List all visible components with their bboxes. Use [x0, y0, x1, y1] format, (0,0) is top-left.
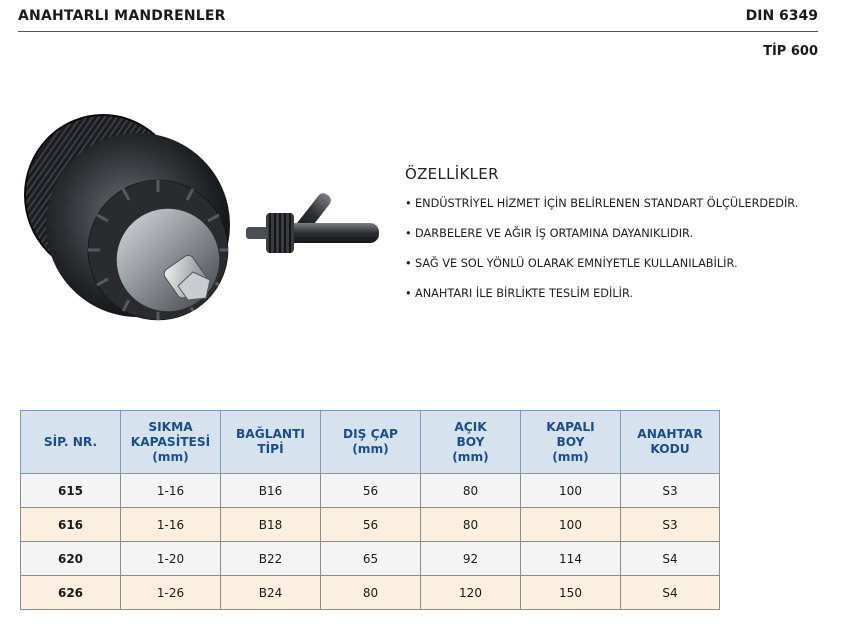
cell-open-length: 120	[421, 576, 521, 610]
bullet: •	[405, 197, 412, 210]
table-row	[21, 542, 720, 576]
cell-key-code: S4	[621, 542, 720, 576]
cell-connection: B22	[221, 542, 321, 576]
bullet: •	[405, 287, 412, 300]
table-row	[21, 508, 720, 542]
cell-order-number: 616	[21, 508, 121, 542]
cell-order-number: 615	[21, 474, 121, 508]
cell-capacity: 1-20	[121, 542, 221, 576]
header-divider	[18, 31, 818, 32]
table-row	[21, 576, 720, 610]
bullet: •	[405, 257, 412, 270]
cell-connection: B16	[221, 474, 321, 508]
col-open-length: AÇIK BOY (mm)	[421, 411, 521, 474]
cell-diameter: 65	[321, 542, 421, 576]
cell-open-length: 80	[421, 474, 521, 508]
feature-item: • ANAHTARI İLE BİRLİKTE TESLİM EDİLİR.	[405, 287, 633, 300]
cell-connection: B24	[221, 576, 321, 610]
cell-closed-length: 150	[521, 576, 621, 610]
chuck-key-icon	[244, 185, 384, 275]
cell-diameter: 80	[321, 576, 421, 610]
page-title: ANAHTARLI MANDRENLER	[18, 8, 226, 24]
feature-item: • DARBELERE VE AĞIR İŞ ORTAMINA DAYANIKLIDIR.	[405, 227, 694, 240]
cell-key-code: S3	[621, 474, 720, 508]
col-order-number: SİP. NR.	[21, 411, 121, 474]
cell-open-length: 80	[421, 508, 521, 542]
col-outer-diameter: DIŞ ÇAP (mm)	[321, 411, 421, 474]
cell-key-code: S4	[621, 576, 720, 610]
cell-key-code: S3	[621, 508, 720, 542]
feature-item: • SAĞ VE SOL YÖNLÜ OLARAK EMNİYETLE KULLANILABİLİR.	[405, 257, 738, 270]
cell-order-number: 620	[21, 542, 121, 576]
features-list	[405, 196, 798, 316]
cell-capacity: 1-16	[121, 474, 221, 508]
cell-order-number: 626	[21, 576, 121, 610]
drill-chuck-icon	[18, 100, 238, 330]
type-label: TİP 600	[763, 44, 818, 59]
cell-open-length: 92	[421, 542, 521, 576]
col-clamping-capacity: SIKMA KAPASİTESİ (mm)	[121, 411, 221, 474]
col-closed-length: KAPALI BOY (mm)	[521, 411, 621, 474]
cell-capacity: 1-16	[121, 508, 221, 542]
cell-connection: B18	[221, 508, 321, 542]
cell-closed-length: 100	[521, 508, 621, 542]
cell-diameter: 56	[321, 474, 421, 508]
table-header-row	[21, 411, 720, 474]
spec-table	[20, 410, 720, 610]
cell-closed-length: 114	[521, 542, 621, 576]
cell-capacity: 1-26	[121, 576, 221, 610]
feature-item: • ENDÜSTRİYEL HİZMET İÇİN BELİRLENEN STANDART ÖLÇÜLERDEDİR.	[405, 197, 799, 210]
bullet: •	[405, 227, 412, 240]
cell-diameter: 56	[321, 508, 421, 542]
cell-closed-length: 100	[521, 474, 621, 508]
col-key-code: ANAHTAR KODU	[621, 411, 720, 474]
table-row	[21, 474, 720, 508]
standard-label: DIN 6349	[745, 8, 818, 24]
features-title: ÖZELLİKLER	[405, 165, 499, 183]
col-connection-type: BAĞLANTI TİPİ	[221, 411, 321, 474]
